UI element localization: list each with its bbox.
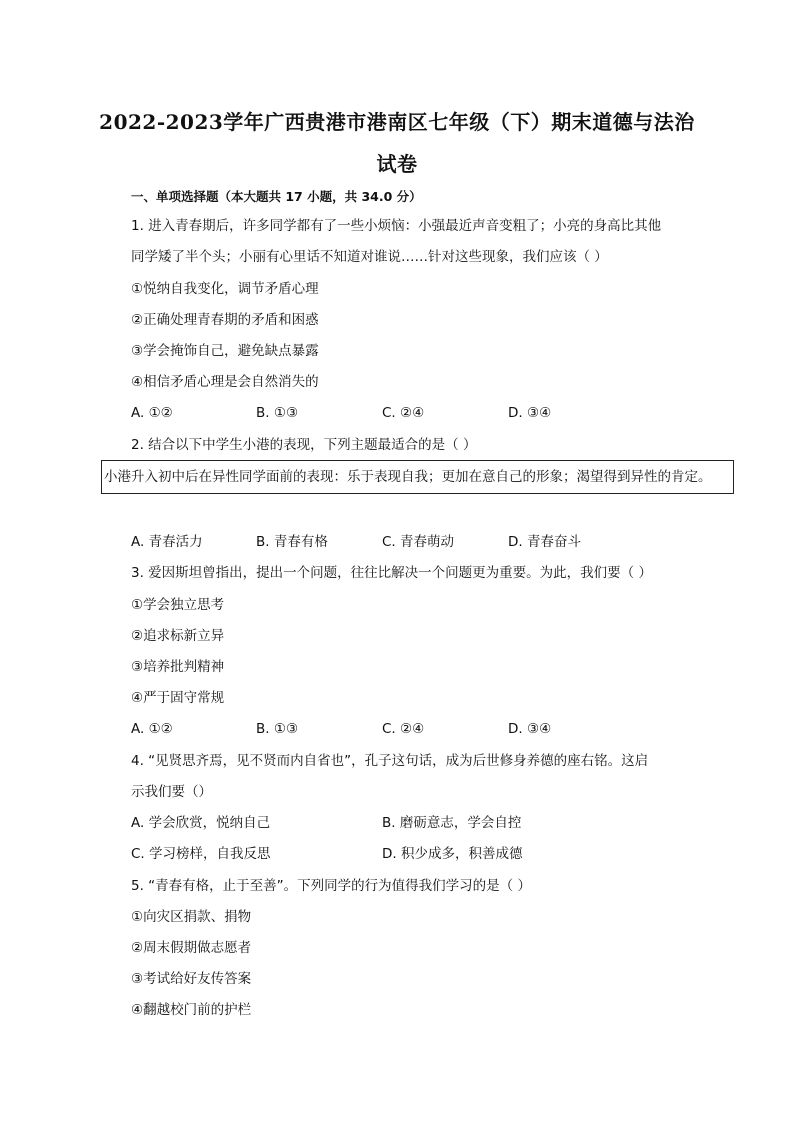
q4-option-d: D. 积少成多，积善成德 — [382, 846, 523, 862]
q4-option-c: C. 学习榜样，自我反思 — [131, 846, 271, 862]
q1-item-2: ②正确处理青春期的矛盾和困惑 — [131, 312, 319, 328]
q2-stem: 2. 结合以下中学生小港的表现，下列主题最适合的是（ ） — [131, 437, 477, 453]
q3-option-d: D. ③④ — [508, 721, 552, 737]
q3-option-c: C. ②④ — [382, 721, 425, 737]
q4-stem-line-1: 4. “见贤思齐焉，见不贤而内自省也”，孔子这句话，成为后世修身养德的座右铭。这启 — [131, 753, 649, 769]
q1-stem-line-1: 1. 进入青春期后，许多同学都有了一些小烦恼：小强最近声音变粗了；小亮的身高比其他 — [131, 218, 662, 234]
q3-item-3: ③培养批判精神 — [131, 659, 225, 675]
q5-item-4: ④翻越校门前的护栏 — [131, 1002, 252, 1018]
q5-stem: 5. “青春有格，止于至善”。下列同学的行为值得我们学习的是（ ） — [131, 878, 531, 894]
exam-title-line-1: 2022-2023学年广西贵港市港南区七年级（下）期末道德与法治 — [99, 110, 695, 134]
q5-item-2: ②周末假期做志愿者 — [131, 940, 252, 956]
q1-stem-line-2: 同学矮了半个头；小丽有心里话不知道对谁说……针对这些现象，我们应该（ ） — [131, 249, 608, 265]
q3-stem: 3. 爱因斯坦曾指出，提出一个问题，往往比解决一个问题更为重要。为此，我们要（ ） — [131, 565, 652, 581]
q5-item-1: ①向灾区捐款、捐物 — [131, 909, 252, 925]
q1-option-d: D. ③④ — [508, 405, 552, 421]
q4-stem-line-2: 示我们要（） — [131, 784, 212, 800]
q1-item-3: ③学会掩饰自己，避免缺点暴露 — [131, 343, 319, 359]
q4-option-b: B. 磨砺意志，学会自控 — [382, 815, 522, 831]
q2-option-b: B. 青春有格 — [256, 534, 328, 550]
q1-item-4: ④相信矛盾心理是会自然消失的 — [131, 374, 319, 390]
q3-item-2: ②追求标新立异 — [131, 628, 225, 644]
q3-item-1: ①学会独立思考 — [131, 597, 225, 613]
q1-item-1: ①悦纳自我变化，调节矛盾心理 — [131, 281, 319, 297]
q3-option-b: B. ①③ — [256, 721, 299, 737]
section-heading: 一、单项选择题（本大题共 17 小题，共 34.0 分） — [131, 189, 422, 204]
exam-title-line-2: 试卷 — [376, 152, 418, 176]
q1-option-c: C. ②④ — [382, 405, 425, 421]
q1-option-a: A. ①② — [131, 405, 173, 421]
q1-option-b: B. ①③ — [256, 405, 299, 421]
q4-option-a: A. 学会欣赏，悦纳自己 — [131, 815, 271, 831]
q2-option-d: D. 青春奋斗 — [508, 534, 581, 550]
q2-option-c: C. 青春萌动 — [382, 534, 455, 550]
q3-option-a: A. ①② — [131, 721, 173, 737]
q2-material-box: 小港升入初中后在异性同学面前的表现：乐于表现自我；更加在意自己的形象；渴望得到异性的肯定。 — [101, 460, 734, 494]
q2-option-a: A. 青春活力 — [131, 534, 203, 550]
q3-item-4: ④严于固守常规 — [131, 690, 225, 706]
q5-item-3: ③考试给好友传答案 — [131, 971, 252, 987]
